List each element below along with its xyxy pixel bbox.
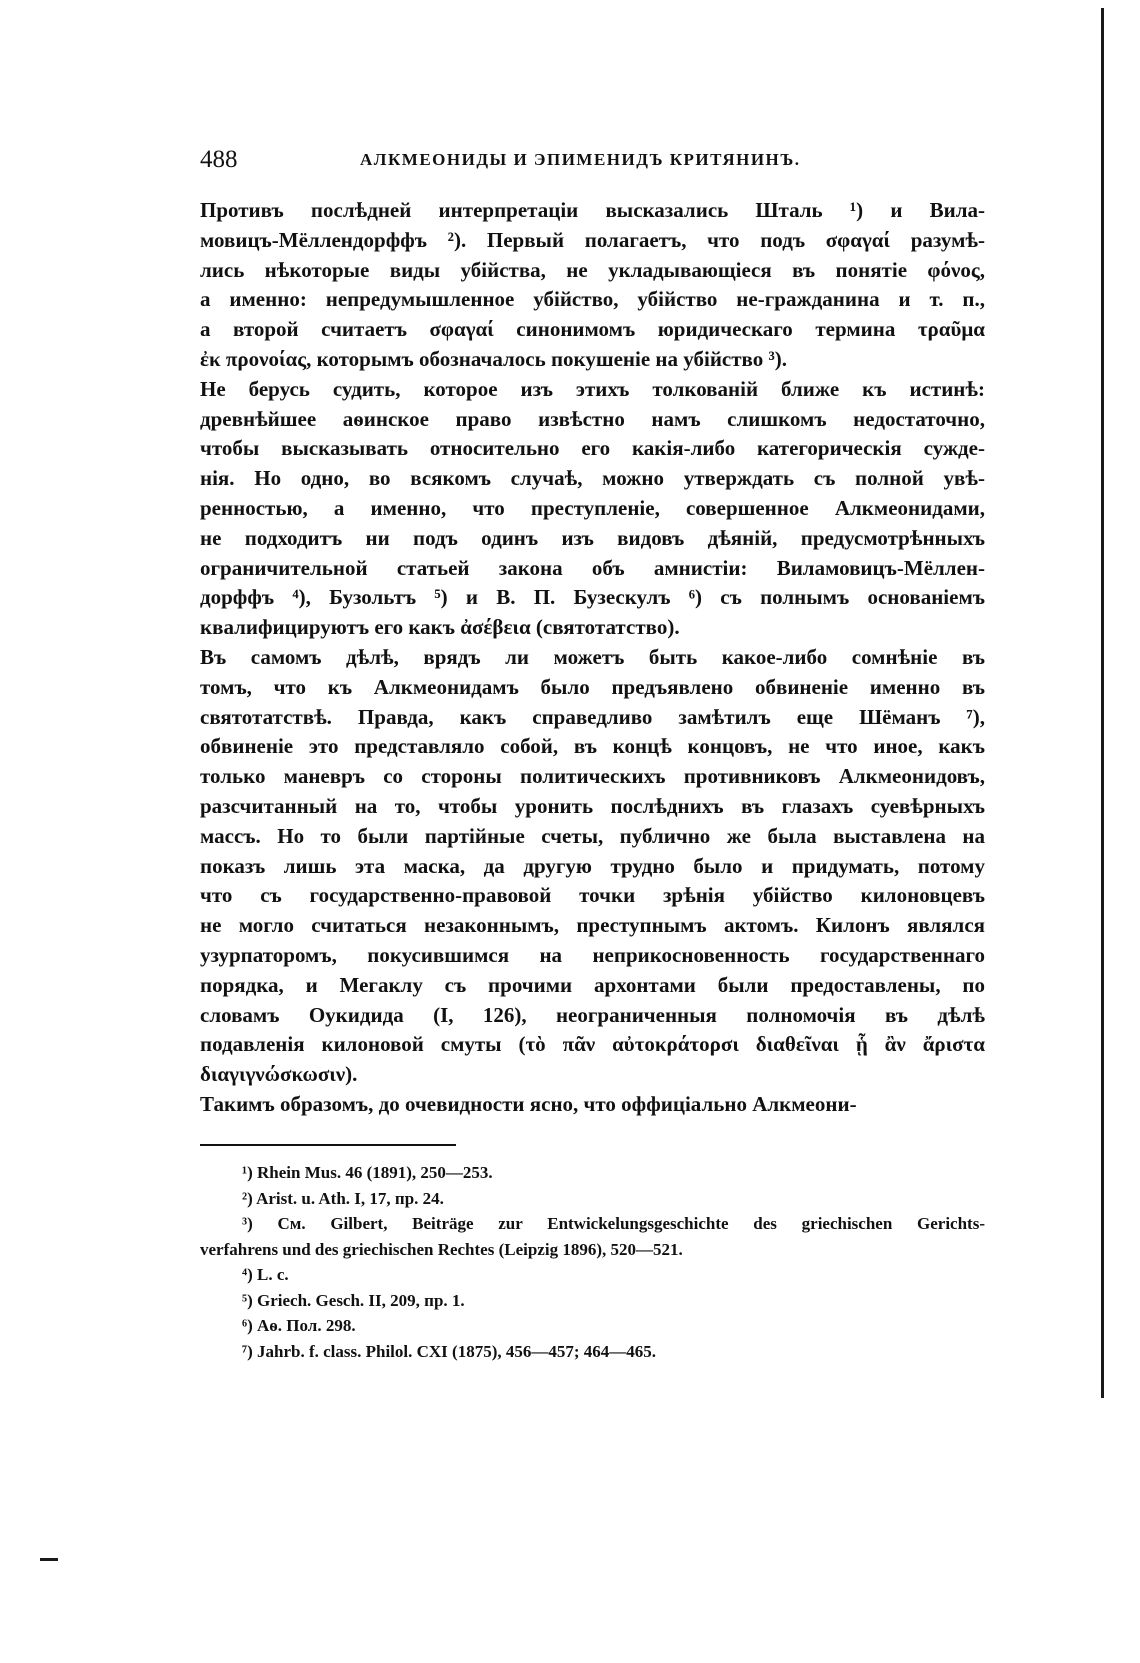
text-line: Въ самомъ дѣлѣ, врядъ ли можетъ быть какое-либо сомнѣніе въ — [200, 644, 985, 669]
text-line: ренностью, а именно, что преступленіе, совершенное Алкмеонидами, — [200, 495, 985, 520]
footnote: ¹) Rhein Mus. 46 (1891), 250—253. — [242, 1163, 493, 1182]
text-line: Не берусь судить, которое изъ этихъ толкованій ближе къ истинѣ: — [200, 376, 985, 401]
footnotes — [200, 1160, 985, 1364]
text-line: а второй считаетъ σφαγαί синонимомъ юридическаго термина τραῦμα — [200, 317, 985, 342]
footnote-rule — [200, 1144, 456, 1146]
text-line: томъ, что къ Алкмеонидамъ было предъявлено обвиненіе именно въ — [200, 674, 985, 699]
text-line: дорффъ ⁴), Бузольтъ ⁵) и В. П. Бузескулъ ⁶) съ полнымъ основаніемъ — [200, 585, 985, 610]
text-line: διαγιγνώσκωσιν). — [200, 1062, 358, 1087]
text-line: а именно: непредумышленное убійство, убійство не-гражданина и т. п., — [200, 287, 985, 312]
text-line: показъ лишь эта маска, да другую трудно было и придумать, потому — [200, 853, 985, 878]
footnote: ⁵) Griech. Gesch. II, 209, пр. 1. — [242, 1290, 465, 1310]
scan-edge-mark — [40, 1558, 58, 1561]
footnote: ⁴) L. c. — [242, 1265, 289, 1284]
running-title: АЛКМЕОНИДЫ И ЭПИМЕНИДЪ КРИТЯНИНЪ. — [360, 150, 801, 169]
text-line: мовицъ-Мёллендорффъ ²). Первый полагаетъ, что подъ σφαγαί разумѣ- — [200, 227, 985, 252]
text-line: словамъ Оукидида (I, 126), неограниченныя полномочія въ дѣлѣ — [200, 1002, 985, 1027]
text-line: не подходитъ ни подъ одинъ изъ видовъ дѣяній, предусмотрѣнныхъ — [200, 525, 985, 550]
text-line: святотатствѣ. Правда, какъ справедливо замѣтилъ еще Шёманъ ⁷), — [200, 704, 985, 729]
text-line: массъ. Но то были партійные счеты, публично же была выставлена на — [200, 823, 985, 848]
text-line: порядка, и Мегаклу съ прочими архонтами были предоставлены, по — [200, 972, 985, 997]
text-line: квалифицируютъ его какъ ἀσέβεια (святотатство). — [200, 615, 680, 640]
text-line: разсчитанный на то, чтобы уронить послѣднихъ въ глазахъ суевѣрныхъ — [200, 793, 985, 818]
body-text — [200, 196, 985, 1120]
scan-edge-line — [1101, 8, 1104, 1398]
text-line: узурпаторомъ, покусившимся на неприкосновенность государственнаго — [200, 942, 985, 967]
text-line: ἐκ προνοίας, которымъ обозначалось покушеніе на убійство ³). — [200, 346, 788, 371]
text-line: Такимъ образомъ, до очевидности ясно, что оффиціально Алкмеони- — [200, 1091, 857, 1116]
text-line: не могло считаться незаконнымъ, преступнымъ актомъ. Килонъ являлся — [200, 913, 985, 938]
page-header — [200, 146, 985, 176]
text-line: подавленія килоновой смуты (τὸ πᾶν αὐτοκράτορσι διαθεῖναι ᾗ ἂν ἄριστα — [200, 1032, 985, 1057]
text-line: что съ государственно-правовой точки зрѣнія убійство килоновцевъ — [200, 883, 985, 908]
footnote-continuation: verfahrens und des griechischen Rechtes (Leipzig 1896), 520—521. — [200, 1239, 683, 1259]
footnote: ²) Arist. u. Ath. I, 17, пр. 24. — [242, 1188, 444, 1208]
text-line: ограничительной статьей закона объ амнистіи: Виламовицъ-Мёллен- — [200, 555, 985, 580]
text-line: Противъ послѣдней интерпретаціи высказались Шталь ¹) и Вила- — [200, 198, 985, 222]
text-line: древнѣйшее аѳинское право извѣстно намъ слишкомъ недостаточно, — [200, 406, 985, 431]
text-line: только маневръ со стороны политическихъ противниковъ Алкмеонидовъ, — [200, 764, 985, 789]
text-line: нія. Но одно, во всякомъ случаѣ, можно утверждать съ полной увѣ- — [200, 466, 985, 491]
footnote: ³) См. Gilbert, Beiträge zur Entwickelungsgeschichte des griechischen Gerichts- — [242, 1214, 985, 1233]
footnote: ⁷) Jahrb. f. class. Philol. CXI (1875), 456—457; 464—465. — [242, 1341, 657, 1361]
text-line: чтобы высказывать относительно его какія-либо категорическія сужде- — [200, 436, 985, 461]
text-line: обвиненіе это представляло собой, въ концѣ концовъ, не что иное, какъ — [200, 734, 985, 759]
page-number: 488 — [200, 146, 238, 173]
footnote: ⁶) Аѳ. Пол. 298. — [242, 1316, 356, 1335]
text-line: лись нѣкоторые виды убійства, не укладывающіеся въ понятіе φόνος, — [200, 257, 985, 282]
